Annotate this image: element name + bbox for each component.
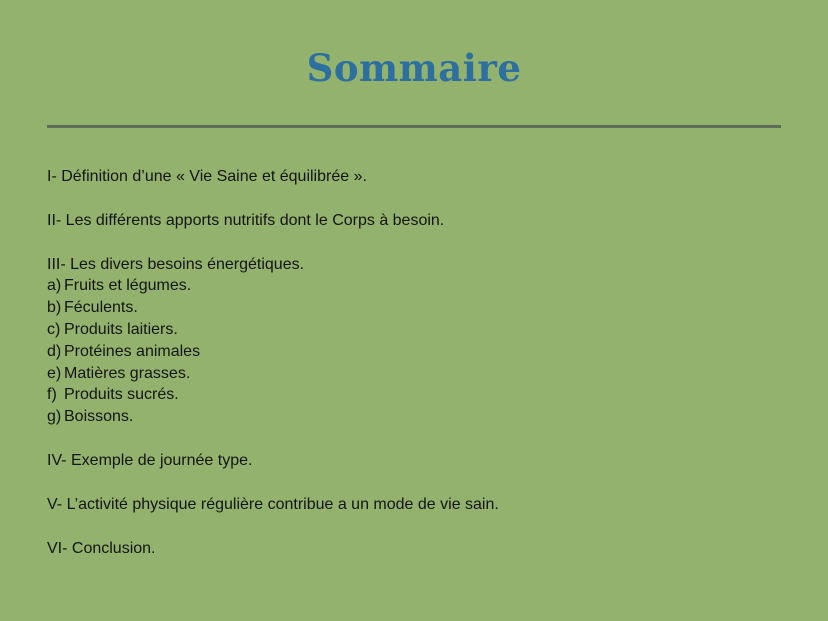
subitem-text: Boissons. (64, 408, 134, 426)
toc-section-3: III- Les divers besoins énergétiques. (47, 255, 305, 273)
subitem-marker: b) (47, 299, 62, 317)
table-of-contents (47, 166, 787, 559)
toc-subitem-c (47, 319, 787, 341)
toc-section-1: I- Définition d’une « Vie Saine et équilibrée ». (47, 168, 367, 185)
toc-section-5: V- L’activité physique régulière contribue a un mode de vie sain. (47, 495, 499, 513)
subitem-text: Produits sucrés. (64, 386, 179, 404)
subitem-text: Produits laitiers. (64, 320, 178, 338)
toc-subitem-g (47, 406, 787, 428)
subitem-marker: c) (47, 320, 61, 338)
slide-title: Sommaire (306, 46, 522, 90)
title-divider (47, 125, 781, 128)
toc-section-4: IV- Exemple de journée type. (47, 451, 253, 469)
toc-subitem-e (47, 363, 787, 385)
subitem-text: Protéines animales (64, 342, 201, 360)
subitem-marker: f) (47, 386, 57, 404)
subitem-text: Fruits et légumes. (64, 277, 192, 295)
toc-subitem-d (47, 341, 787, 363)
subitem-marker: d) (47, 342, 62, 360)
subitem-text: Féculents. (64, 299, 138, 317)
toc-section-2: II- Les différents apports nutritifs dont le Corps à besoin. (47, 211, 445, 229)
toc-section-6: VI- Conclusion. (47, 539, 156, 557)
subitem-marker: a) (47, 277, 62, 295)
toc-subitem-a (47, 275, 787, 297)
toc-subitem-b (47, 297, 787, 319)
subitem-marker: e) (47, 364, 62, 382)
subitem-text: Matières grasses. (64, 364, 191, 382)
toc-subitem-f (47, 384, 787, 406)
subitem-marker: g) (47, 408, 62, 426)
